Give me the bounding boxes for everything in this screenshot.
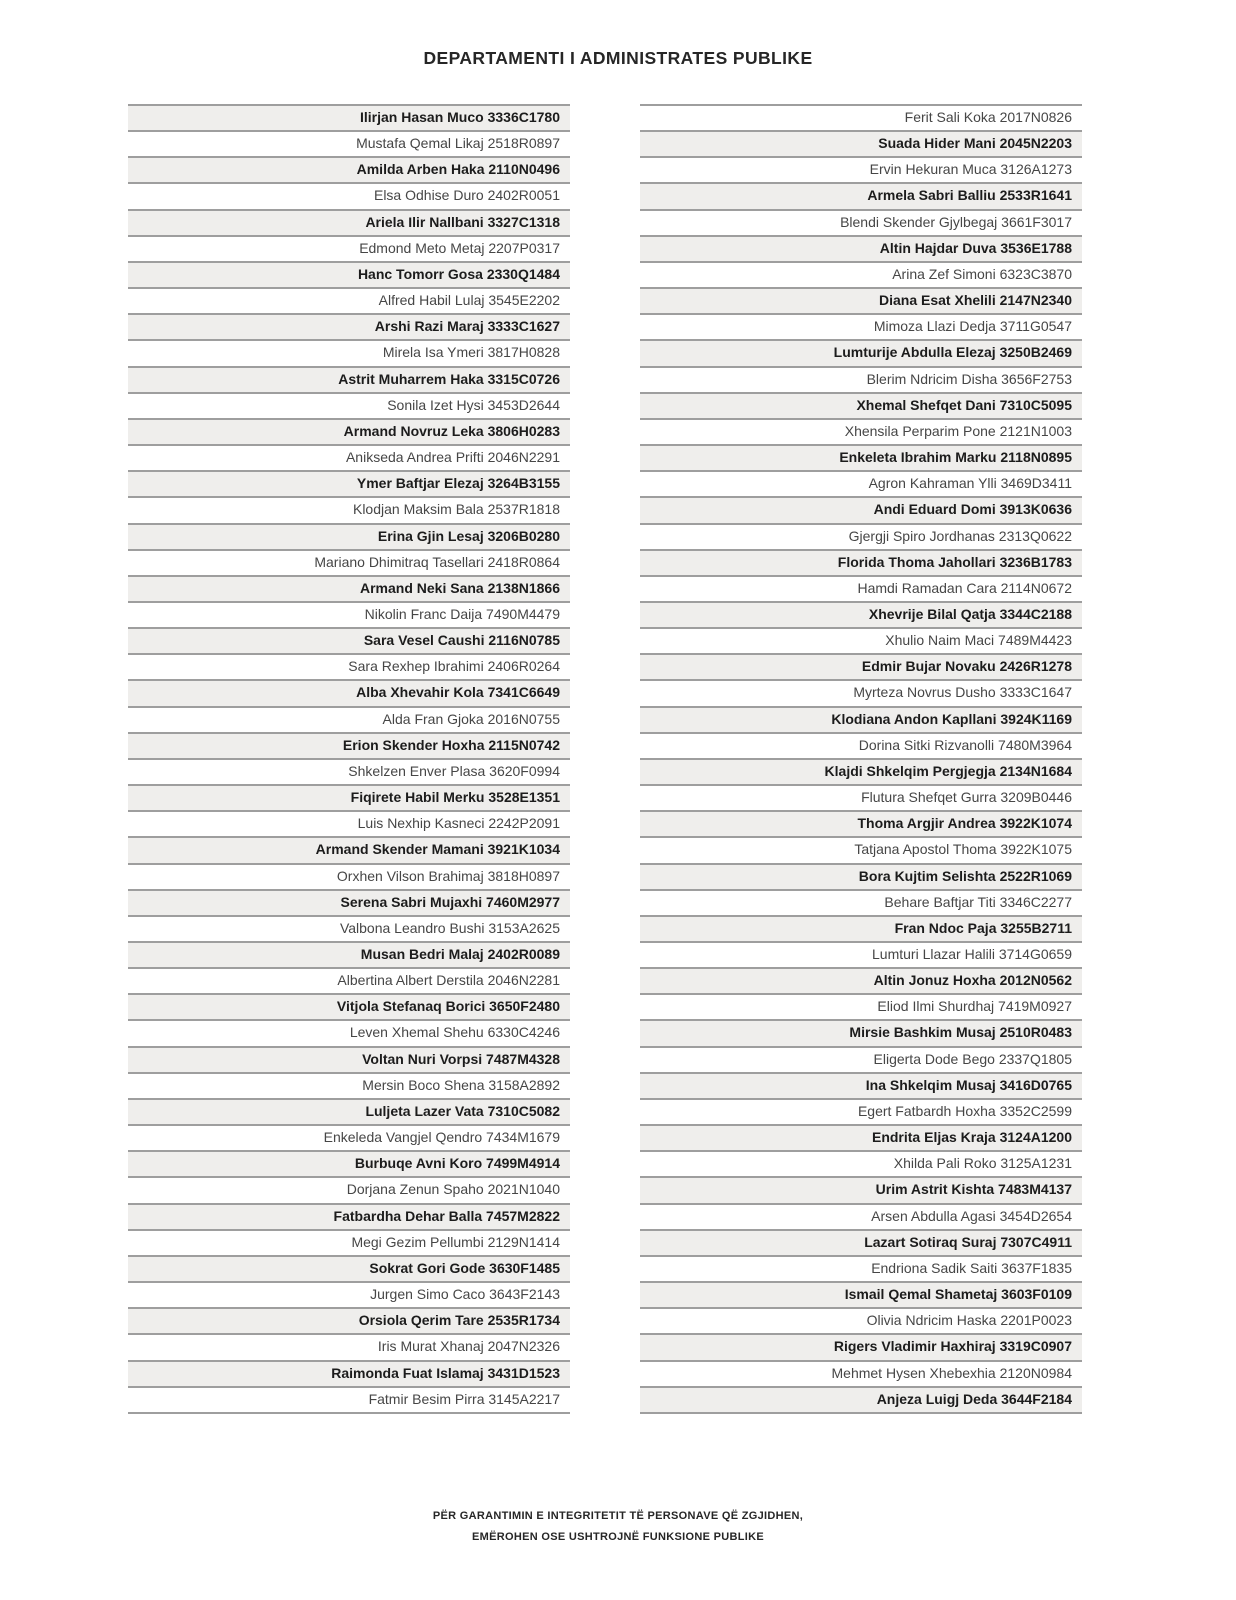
person-row: Serena Sabri Mujaxhi 7460M2977 bbox=[128, 889, 570, 915]
person-row: Sara Rexhep Ibrahimi 2406R0264 bbox=[128, 653, 570, 679]
person-row: Arshi Razi Maraj 3333C1627 bbox=[128, 313, 570, 339]
person-row: Altin Jonuz Hoxha 2012N0562 bbox=[640, 967, 1082, 993]
person-row: Eligerta Dode Bego 2337Q1805 bbox=[640, 1046, 1082, 1072]
person-row: Endriona Sadik Saiti 3637F1835 bbox=[640, 1255, 1082, 1281]
person-row: Ariela Ilir Nallbani 3327C1318 bbox=[128, 209, 570, 235]
person-row: Florida Thoma Jahollari 3236B1783 bbox=[640, 549, 1082, 575]
person-row: Klajdi Shkelqim Pergjegja 2134N1684 bbox=[640, 758, 1082, 784]
person-row: Sonila Izet Hysi 3453D2644 bbox=[128, 392, 570, 418]
person-row: Mehmet Hysen Xhebexhia 2120N0984 bbox=[640, 1360, 1082, 1386]
roster-column-right bbox=[640, 104, 1082, 1414]
person-row: Lumturije Abdulla Elezaj 3250B2469 bbox=[640, 339, 1082, 365]
person-row: Erion Skender Hoxha 2115N0742 bbox=[128, 732, 570, 758]
person-row: Blerim Ndricim Disha 3656F2753 bbox=[640, 366, 1082, 392]
person-row: Edmond Meto Metaj 2207P0317 bbox=[128, 235, 570, 261]
person-row: Tatjana Apostol Thoma 3922K1075 bbox=[640, 836, 1082, 862]
person-row: Dorina Sitki Rizvanolli 7480M3964 bbox=[640, 732, 1082, 758]
person-row: Voltan Nuri Vorpsi 7487M4328 bbox=[128, 1046, 570, 1072]
person-row: Enkeleta Ibrahim Marku 2118N0895 bbox=[640, 444, 1082, 470]
person-row: Xhilda Pali Roko 3125A1231 bbox=[640, 1150, 1082, 1176]
person-row: Mustafa Qemal Likaj 2518R0897 bbox=[128, 130, 570, 156]
person-row: Myrteza Novrus Dusho 3333C1647 bbox=[640, 679, 1082, 705]
person-row: Flutura Shefqet Gurra 3209B0446 bbox=[640, 784, 1082, 810]
person-row: Agron Kahraman Ylli 3469D3411 bbox=[640, 470, 1082, 496]
person-row: Musan Bedri Malaj 2402R0089 bbox=[128, 941, 570, 967]
person-row: Fran Ndoc Paja 3255B2711 bbox=[640, 915, 1082, 941]
person-row: Urim Astrit Kishta 7483M4137 bbox=[640, 1176, 1082, 1202]
person-row: Blendi Skender Gjylbegaj 3661F3017 bbox=[640, 209, 1082, 235]
person-row: Ymer Baftjar Elezaj 3264B3155 bbox=[128, 470, 570, 496]
person-row: Mersin Boco Shena 3158A2892 bbox=[128, 1072, 570, 1098]
person-row: Fatbardha Dehar Balla 7457M2822 bbox=[128, 1203, 570, 1229]
person-row: Xhensila Perparim Pone 2121N1003 bbox=[640, 418, 1082, 444]
person-row: Erina Gjin Lesaj 3206B0280 bbox=[128, 523, 570, 549]
person-row: Klodiana Andon Kapllani 3924K1169 bbox=[640, 706, 1082, 732]
person-row: Luljeta Lazer Vata 7310C5082 bbox=[128, 1098, 570, 1124]
person-row: Lazart Sotiraq Suraj 7307C4911 bbox=[640, 1229, 1082, 1255]
person-row: Raimonda Fuat Islamaj 3431D1523 bbox=[128, 1360, 570, 1386]
page-footer bbox=[0, 1506, 1236, 1549]
person-row: Fiqirete Habil Merku 3528E1351 bbox=[128, 784, 570, 810]
person-row: Gjergji Spiro Jordhanas 2313Q0622 bbox=[640, 523, 1082, 549]
person-row: Xhemal Shefqet Dani 7310C5095 bbox=[640, 392, 1082, 418]
person-row: Hamdi Ramadan Cara 2114N0672 bbox=[640, 575, 1082, 601]
person-row: Bora Kujtim Selishta 2522R1069 bbox=[640, 863, 1082, 889]
person-row: Xhulio Naim Maci 7489M4423 bbox=[640, 627, 1082, 653]
person-row: Edmir Bujar Novaku 2426R1278 bbox=[640, 653, 1082, 679]
person-row: Vitjola Stefanaq Borici 3650F2480 bbox=[128, 993, 570, 1019]
person-row: Alda Fran Gjoka 2016N0755 bbox=[128, 706, 570, 732]
person-row: Astrit Muharrem Haka 3315C0726 bbox=[128, 366, 570, 392]
person-row: Orxhen Vilson Brahimaj 3818H0897 bbox=[128, 863, 570, 889]
person-row: Valbona Leandro Bushi 3153A2625 bbox=[128, 915, 570, 941]
person-row: Egert Fatbardh Hoxha 3352C2599 bbox=[640, 1098, 1082, 1124]
person-row: Ferit Sali Koka 2017N0826 bbox=[640, 104, 1082, 130]
page-title: DEPARTAMENTI I ADMINISTRATES PUBLIKE bbox=[423, 48, 813, 68]
person-row: Armand Skender Mamani 3921K1034 bbox=[128, 836, 570, 862]
person-row: Suada Hider Mani 2045N2203 bbox=[640, 130, 1082, 156]
person-row: Andi Eduard Domi 3913K0636 bbox=[640, 496, 1082, 522]
person-row: Fatmir Besim Pirra 3145A2217 bbox=[128, 1386, 570, 1412]
person-row: Altin Hajdar Duva 3536E1788 bbox=[640, 235, 1082, 261]
person-row: Behare Baftjar Titi 3346C2277 bbox=[640, 889, 1082, 915]
person-row: Burbuqe Avni Koro 7499M4914 bbox=[128, 1150, 570, 1176]
person-row: Klodjan Maksim Bala 2537R1818 bbox=[128, 496, 570, 522]
person-row: Arsen Abdulla Agasi 3454D2654 bbox=[640, 1203, 1082, 1229]
person-row: Hanc Tomorr Gosa 2330Q1484 bbox=[128, 261, 570, 287]
person-row: Alba Xhevahir Kola 7341C6649 bbox=[128, 679, 570, 705]
person-row: Eliod Ilmi Shurdhaj 7419M0927 bbox=[640, 993, 1082, 1019]
person-row: Armela Sabri Balliu 2533R1641 bbox=[640, 182, 1082, 208]
person-row: Anikseda Andrea Prifti 2046N2291 bbox=[128, 444, 570, 470]
person-row: Rigers Vladimir Haxhiraj 3319C0907 bbox=[640, 1333, 1082, 1359]
roster-column-left bbox=[128, 104, 570, 1414]
person-row: Alfred Habil Lulaj 3545E2202 bbox=[128, 287, 570, 313]
roster-table bbox=[128, 104, 1082, 1414]
person-row: Shkelzen Enver Plasa 3620F0994 bbox=[128, 758, 570, 784]
person-row: Ismail Qemal Shametaj 3603F0109 bbox=[640, 1281, 1082, 1307]
footer-line-2: EMËROHEN OSE USHTROJNË FUNKSIONE PUBLIKE bbox=[472, 1531, 764, 1544]
person-row: Albertina Albert Derstila 2046N2281 bbox=[128, 967, 570, 993]
person-row: Thoma Argjir Andrea 3922K1074 bbox=[640, 810, 1082, 836]
person-row: Mirela Isa Ymeri 3817H0828 bbox=[128, 339, 570, 365]
person-row: Sokrat Gori Gode 3630F1485 bbox=[128, 1255, 570, 1281]
person-row: Anjeza Luigj Deda 3644F2184 bbox=[640, 1386, 1082, 1412]
person-row: Sara Vesel Caushi 2116N0785 bbox=[128, 627, 570, 653]
person-row: Armand Novruz Leka 3806H0283 bbox=[128, 418, 570, 444]
person-row: Armand Neki Sana 2138N1866 bbox=[128, 575, 570, 601]
person-row: Xhevrije Bilal Qatja 3344C2188 bbox=[640, 601, 1082, 627]
person-row: Ina Shkelqim Musaj 3416D0765 bbox=[640, 1072, 1082, 1098]
person-row: Mimoza Llazi Dedja 3711G0547 bbox=[640, 313, 1082, 339]
person-row: Orsiola Qerim Tare 2535R1734 bbox=[128, 1307, 570, 1333]
person-row: Nikolin Franc Daija 7490M4479 bbox=[128, 601, 570, 627]
person-row: Diana Esat Xhelili 2147N2340 bbox=[640, 287, 1082, 313]
person-row: Mariano Dhimitraq Tasellari 2418R0864 bbox=[128, 549, 570, 575]
person-row: Ilirjan Hasan Muco 3336C1780 bbox=[128, 104, 570, 130]
person-row: Leven Xhemal Shehu 6330C4246 bbox=[128, 1019, 570, 1045]
person-row: Megi Gezim Pellumbi 2129N1414 bbox=[128, 1229, 570, 1255]
person-row: Lumturi Llazar Halili 3714G0659 bbox=[640, 941, 1082, 967]
person-row: Enkeleda Vangjel Qendro 7434M1679 bbox=[128, 1124, 570, 1150]
person-row: Arina Zef Simoni 6323C3870 bbox=[640, 261, 1082, 287]
footer-line-1: PËR GARANTIMIN E INTEGRITETIT TË PERSONAVE QË ZGJIDHEN, bbox=[432, 1510, 804, 1522]
person-row: Dorjana Zenun Spaho 2021N1040 bbox=[128, 1176, 570, 1202]
person-row: Iris Murat Xhanaj 2047N2326 bbox=[128, 1333, 570, 1359]
person-row: Olivia Ndricim Haska 2201P0023 bbox=[640, 1307, 1082, 1333]
person-row: Jurgen Simo Caco 3643F2143 bbox=[128, 1281, 570, 1307]
person-row: Endrita Eljas Kraja 3124A1200 bbox=[640, 1124, 1082, 1150]
person-row: Mirsie Bashkim Musaj 2510R0483 bbox=[640, 1019, 1082, 1045]
person-row: Elsa Odhise Duro 2402R0051 bbox=[128, 182, 570, 208]
person-row: Luis Nexhip Kasneci 2242P2091 bbox=[128, 810, 570, 836]
person-row: Amilda Arben Haka 2110N0496 bbox=[128, 156, 570, 182]
person-row: Ervin Hekuran Muca 3126A1273 bbox=[640, 156, 1082, 182]
